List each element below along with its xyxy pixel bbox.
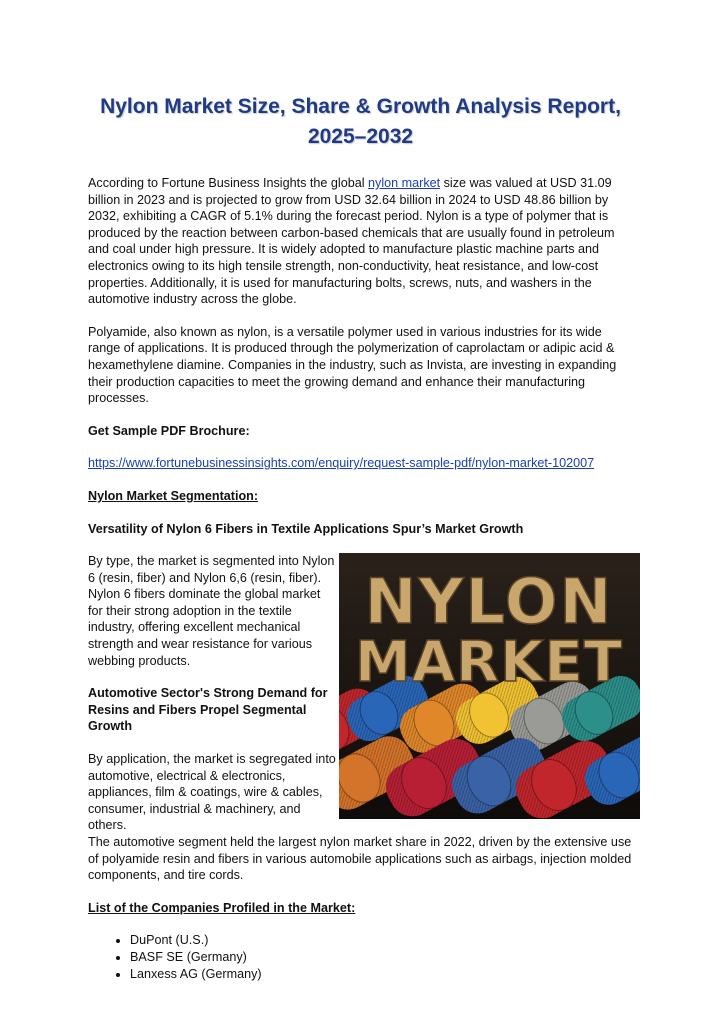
intro-paragraph: [88, 175, 633, 308]
company-item: • Lanxess AG (Germany): [130, 966, 633, 983]
nylon-spools-illustration: [339, 553, 640, 819]
title-line-1: Nylon Market Size, Share & Growth Analysis Report,: [100, 95, 621, 118]
automotive-heading: Automotive Sector's Strong Demand for Resins and Fibers Propel Segmental Growth: [88, 686, 328, 734]
image-title-line-1: NYLON: [364, 565, 614, 639]
sample-pdf-link[interactable]: https://www.fortunebusinessinsights.com/enquiry/request-sample-pdf/nylon-market-102007: [88, 456, 595, 471]
nylon-market-link[interactable]: nylon market: [368, 176, 441, 190]
by-application-paragraph: By application, the market is segregated into automotive, electrical & electronics, appliances, film & coatings, wire & cables, consumer, industrial & machinery, and others.: [88, 752, 336, 833]
segment-subheading: Versatility of Nylon 6 Fibers in Textile Applications Spur’s Market Growth: [88, 521, 524, 536]
company-item: • DuPont (U.S.): [130, 932, 633, 949]
nylon-market-image: [339, 553, 640, 819]
page-title: [88, 92, 633, 152]
segmentation-section: [88, 553, 633, 834]
title-line-2: 2025–2032: [307, 125, 414, 148]
image-title-line-2: MARKET: [354, 630, 624, 696]
by-type-paragraph: By type, the market is segmented into Nylon 6 (resin, fiber) and Nylon 6,6 (resin, fiber). Nylon 6 fibers dominate the global market for their strong adoption in the textile industry, offering excellent mechanical strength and wear resistance for various webbing products.: [88, 554, 335, 668]
intro-text-after-link: size was valued at USD 31.09 billion in 2023 and is projected to grow from USD 32.64 billion in 2024 to USD 48.86 billion by 2032, exhibiting a CAGR of 5.1% during the forecast period. Nylon is a type of polymer that is produced by the reaction between carbon-based chemicals that are usually found in petroleum and coal under high pressure. It is widely adopted to manufacture plastic machine parts and electronics owing to its high tensile strength, non-conductivity, heat resistance, and low-cost properties. Additionally, it is used for manufacturing bolts, screws, nuts, and washers in the automotive industry across the globe.: [88, 176, 615, 307]
document-page: [88, 92, 633, 982]
companies-list: [88, 932, 633, 982]
companies-heading: List of the Companies Profiled in the Market:: [88, 900, 356, 915]
sample-pdf-heading: Get Sample PDF Brochure:: [88, 423, 250, 438]
segmentation-heading: Nylon Market Segmentation:: [88, 488, 259, 503]
polyamide-paragraph: Polyamide, also known as nylon, is a versatile polymer used in various industries for its wide range of applications. It is produced through the polymerization of caprolactam or adipic acid & hexamethylene diamine. Companies in the industry, such as Invista, are investing in expanding their production capacities to meet the growing demand and enhance their manufacturing processes.: [88, 324, 617, 406]
company-item: • BASF SE (Germany): [130, 949, 633, 966]
segmentation-left-column: [88, 553, 336, 834]
automotive-segment-paragraph: The automotive segment held the largest nylon market share in 2022, driven by the extensive use of polyamide resin and fibers in various automobile applications such as airbags, injection molded components, and tire cords.: [88, 835, 632, 883]
intro-text-before-link: According to Fortune Business Insights the global: [88, 176, 369, 190]
